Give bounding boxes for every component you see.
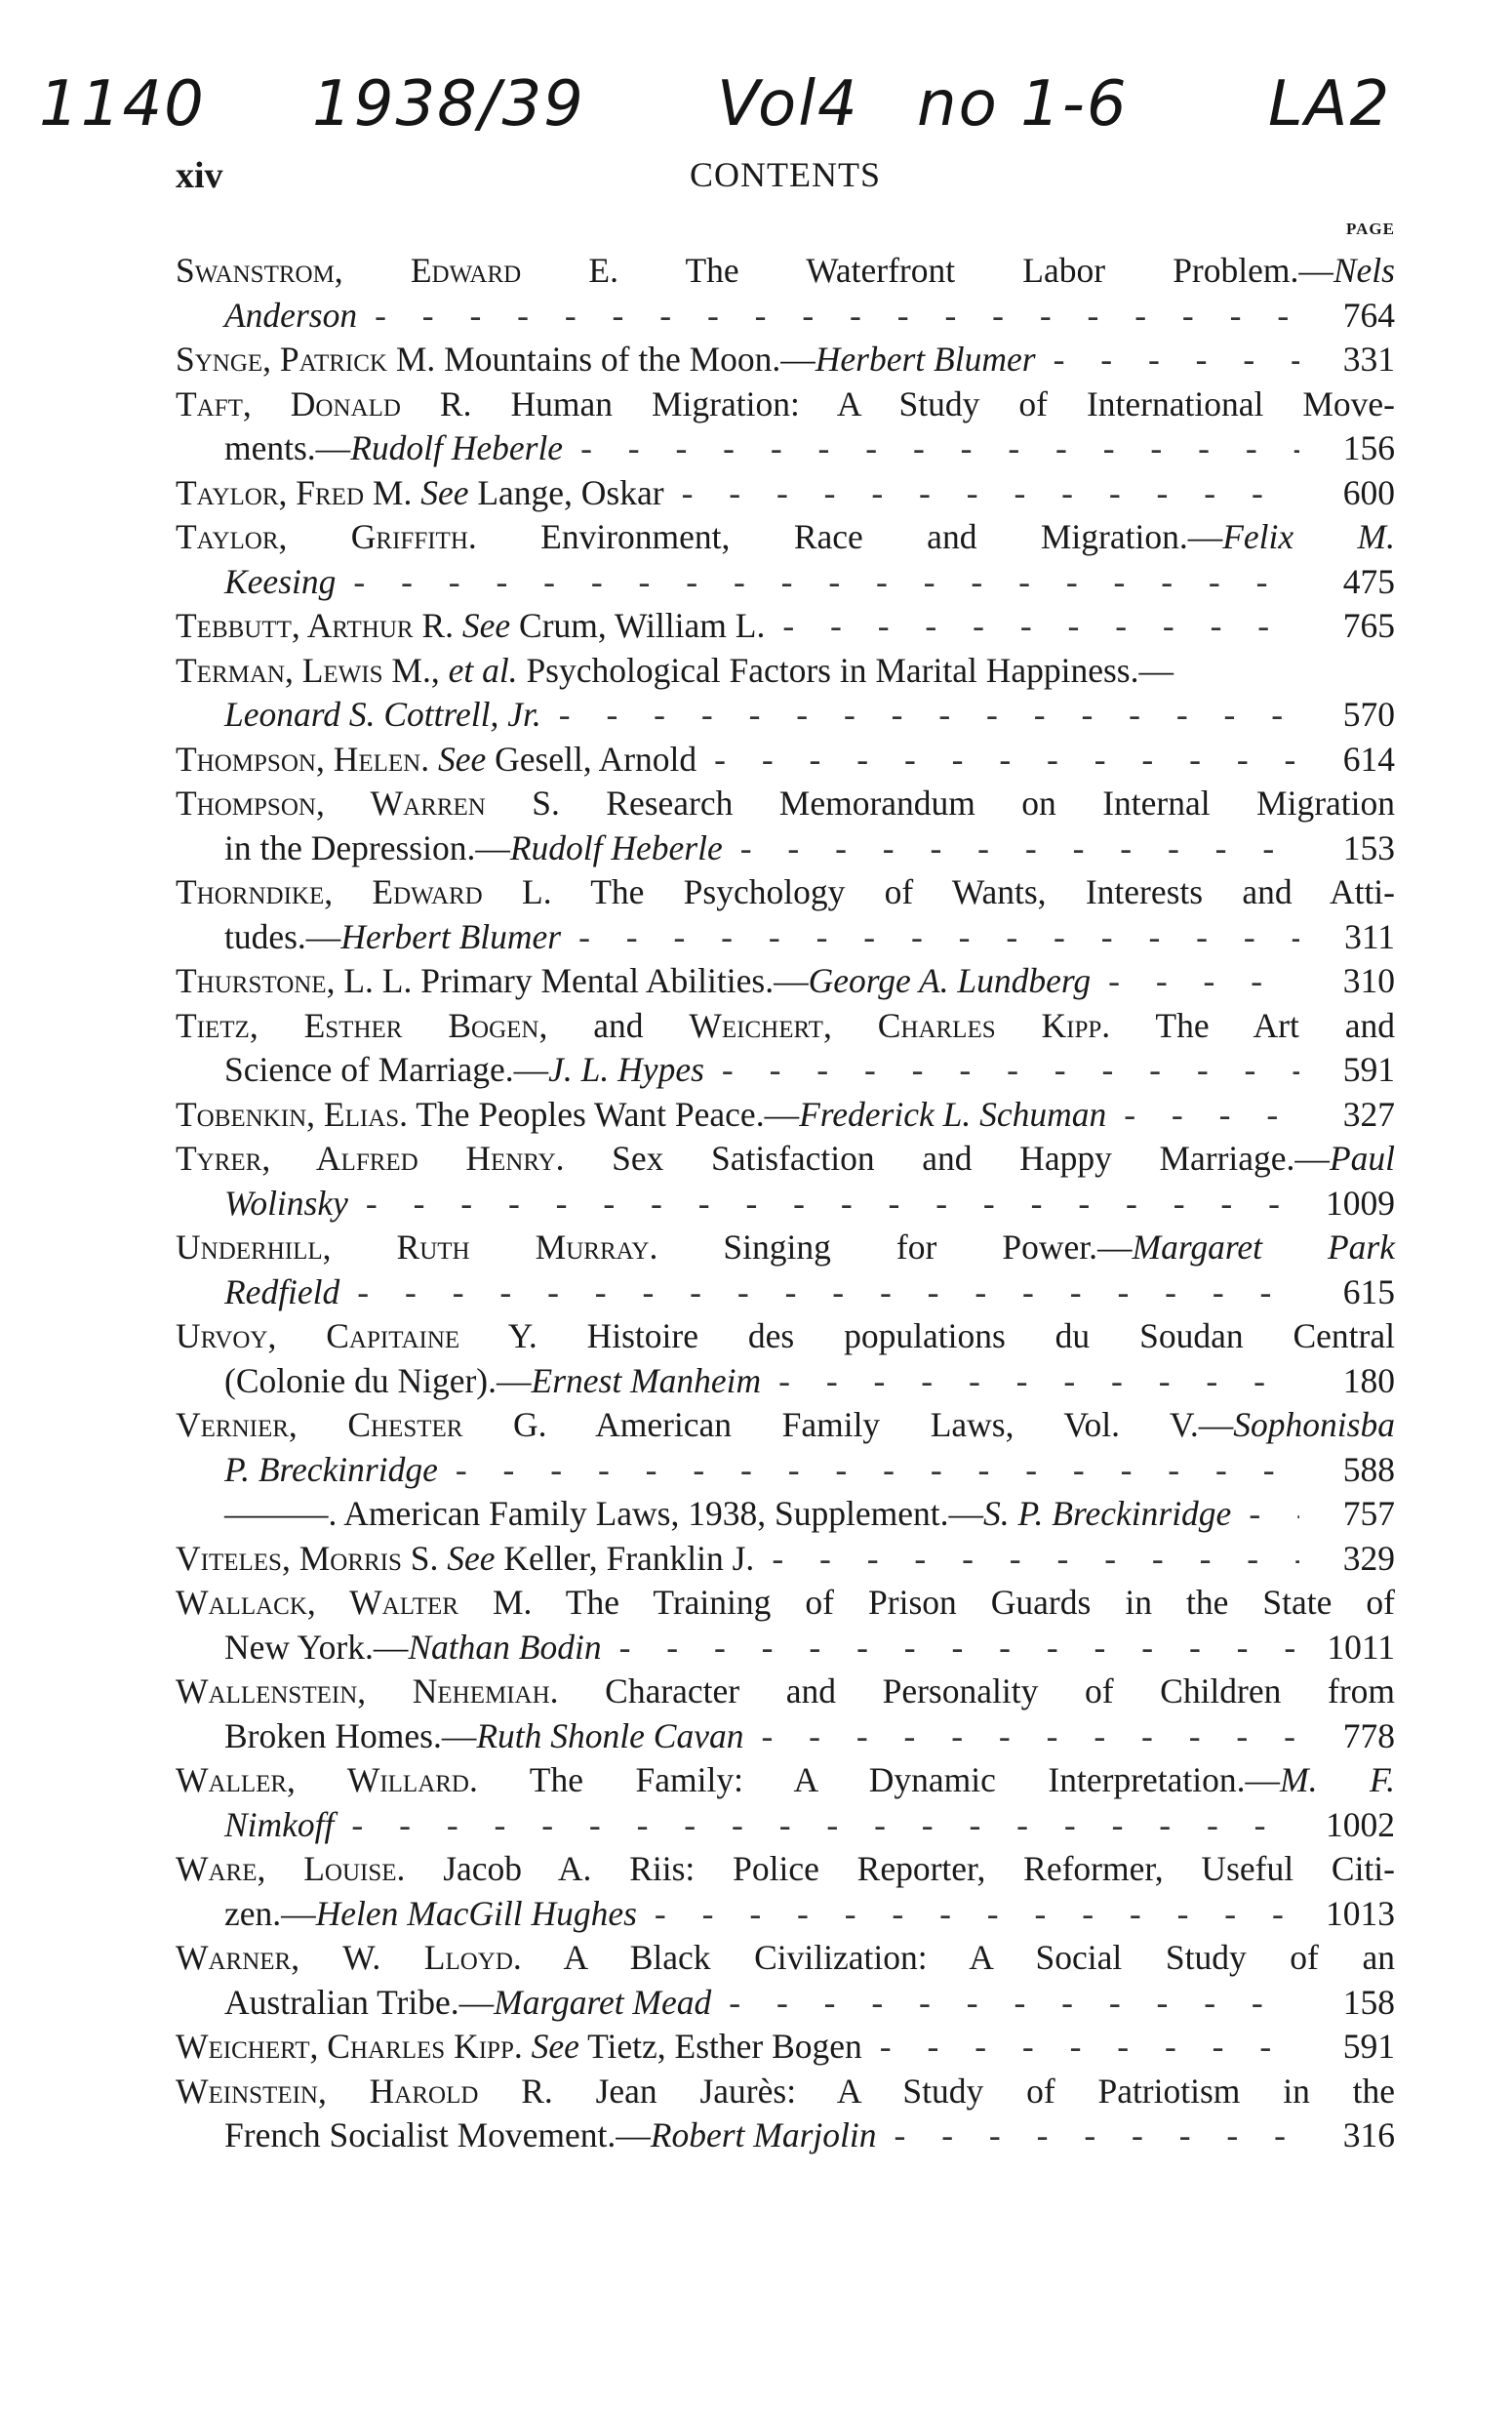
entry-title-text: ments.— [224, 428, 351, 467]
entry-line [176, 1581, 1395, 1626]
reviewer-name: Rudolf Heberle [509, 827, 723, 867]
entry-text [224, 1981, 711, 2026]
author-name: Tietz, Esther Bogen, [176, 1005, 548, 1045]
dot-leader [1108, 959, 1299, 1004]
author-name: Viteles, Morris [176, 1538, 402, 1578]
entry-line [176, 1626, 1395, 1670]
contents-entry [176, 471, 1395, 516]
contents-entry [176, 1004, 1395, 1093]
entry-title-text: The Art and [1110, 1005, 1396, 1045]
entry-text [176, 384, 1395, 423]
entry-line [176, 1714, 1395, 1759]
entry-line [176, 560, 1395, 605]
reviewer-name: Frederick L. Schuman [799, 1094, 1107, 1134]
reviewer-name: Nels [1333, 251, 1395, 290]
entry-text [224, 1182, 348, 1227]
contents-entry [176, 338, 1395, 382]
dot-leader [895, 2113, 1299, 2158]
contents-entry [176, 382, 1395, 471]
entry-text [224, 1892, 637, 1937]
entry-title-text: Tietz, Esther Bogen [578, 2027, 862, 2066]
author-name: Thorndike, Edward [176, 872, 483, 911]
entry-text [224, 560, 336, 605]
contents-entry [176, 1492, 1395, 1537]
entry-title-text: Science of Marriage.— [224, 1050, 549, 1089]
entry-text [176, 471, 664, 516]
entry-text [224, 1492, 1231, 1537]
page-reference: 310 [1342, 961, 1395, 1000]
reviewer-name: Leonard S. Cottrell, Jr. [224, 695, 541, 734]
dot-leader [782, 604, 1299, 649]
entry-title-text: Y. Histoire des populations du Soudan Central [459, 1316, 1395, 1355]
contents-entry [176, 2070, 1395, 2158]
reviewer-name: Redfield [224, 1271, 340, 1311]
entry-line [176, 826, 1395, 871]
entry-line [176, 1403, 1395, 1448]
author-name: Synge, Patrick [176, 340, 387, 379]
reviewer-name: M. F. [1280, 1760, 1395, 1799]
dot-leader [366, 1182, 1299, 1227]
author-name: Weinstein, Harold [176, 2071, 479, 2111]
entry-title-text: Character and Personality of Children from [558, 1671, 1396, 1711]
entry-line [176, 1758, 1395, 1803]
dot-leader [619, 1626, 1299, 1670]
reviewer-name: See [531, 2027, 579, 2066]
page-header [176, 146, 1395, 205]
entry-title-text: M. [364, 472, 421, 512]
entry-text [176, 1671, 1395, 1711]
entry-title-text: Lange, Oskar [468, 472, 664, 512]
page-reference: 316 [1342, 2115, 1395, 2154]
entry-text [176, 1405, 1395, 1444]
reviewer-name: J. L. Hypes [548, 1050, 704, 1089]
entry-line [176, 382, 1395, 427]
entry-text [224, 294, 357, 339]
entry-line [176, 870, 1395, 915]
contents-entry [176, 1581, 1395, 1670]
entry-title-text: Gesell, Arnold [486, 739, 697, 779]
author-name: Urvoy, Capitaine [176, 1316, 460, 1355]
entry-line [176, 649, 1395, 694]
reviewer-name: Nimkoff [224, 1804, 335, 1844]
entry-text [176, 1760, 1395, 1799]
entry-text [176, 2072, 1395, 2111]
entry-title-text: L. The Psychology of Wants, Interests and Atti- [482, 872, 1395, 911]
author-name: Wallack, Walter [176, 1583, 458, 1622]
contents-entry [176, 1093, 1395, 1138]
contents-entry [176, 870, 1395, 959]
dot-leader [578, 915, 1299, 960]
entry-text [224, 1803, 334, 1848]
contents-entry [176, 1537, 1395, 1582]
page-reference: 1002 [1326, 1804, 1395, 1844]
page-reference: 180 [1342, 1360, 1395, 1400]
page-reference: 158 [1342, 1982, 1395, 2022]
entry-title-text: Australian Tribe.— [224, 1982, 495, 2022]
contents-entry [176, 1226, 1395, 1314]
entry-title-text: M. The Training of Prison Guards in the State of [458, 1583, 1395, 1622]
entry-title-text: S. Research Memorandum on Internal Migration [485, 784, 1395, 823]
entry-line [176, 693, 1395, 738]
entry-title-text: M. Mountains of the Moon.— [386, 340, 816, 379]
entry-line [176, 1981, 1395, 2026]
entry-line [176, 1093, 1395, 1138]
reviewer-name: et al. [448, 650, 518, 690]
author-name: Vernier, Chester [176, 1405, 463, 1444]
contents-entry [176, 1758, 1395, 1847]
entry-title-text: New York.— [224, 1627, 409, 1667]
author-name: Tyrer, Alfred Henry. [176, 1139, 565, 1178]
entry-text [224, 1714, 743, 1759]
handwritten-years: 1938/39 [312, 68, 585, 141]
entry-title-text: The Peoples Want Peace.— [408, 1094, 800, 1134]
entry-title-text: Sex Satisfaction and Happy Marriage.— [564, 1139, 1330, 1178]
page-reference: 327 [1342, 1094, 1395, 1134]
page-reference: 153 [1342, 827, 1395, 867]
handwritten-shelf-mark: LA2 [1268, 68, 1392, 141]
dot-leader [1249, 1492, 1299, 1537]
author-name: Taft, Donald [176, 383, 401, 423]
entry-text [176, 1583, 1395, 1622]
dot-leader [722, 1048, 1299, 1093]
author-name: Ware, Louise. [176, 1849, 406, 1888]
page-title: CONTENTS [690, 155, 881, 194]
handwritten-call-number: 1140 [39, 68, 206, 141]
reviewer-name: Ernest Manheim [531, 1360, 762, 1400]
reviewer-name: Ruth Shonle Cavan [476, 1715, 744, 1755]
entry-line [176, 2113, 1395, 2158]
dot-leader [1124, 1093, 1299, 1138]
page-reference: 1011 [1327, 1627, 1395, 1667]
page-reference: 615 [1342, 1271, 1395, 1311]
entry-text [176, 1316, 1395, 1355]
entry-title-text: Keller, Franklin J. [495, 1538, 755, 1578]
reviewer-name: Wolinsky [224, 1183, 348, 1223]
author-name: Wallenstein, Nehemiah. [176, 1671, 559, 1711]
reviewer-name: S. P. Breckinridge [982, 1494, 1232, 1533]
contents-entry [176, 515, 1395, 604]
entry-text [224, 826, 723, 871]
author-name: Thompson, Warren [176, 784, 486, 823]
reviewer-name: George A. Lundberg [808, 961, 1092, 1000]
page-reference: 1013 [1326, 1893, 1395, 1933]
handwritten-issue-numbers: no 1-6 [917, 68, 1129, 141]
author-name: Tebbutt, Arthur [176, 606, 414, 645]
dot-leader [714, 738, 1299, 783]
dot-leader [880, 2025, 1299, 2070]
entry-line [176, 1137, 1395, 1182]
dot-leader [456, 1448, 1299, 1493]
entry-text [176, 1938, 1395, 1977]
reviewer-name: Herbert Blumer [340, 916, 562, 956]
page-reference: 765 [1342, 606, 1395, 645]
entry-text [176, 1093, 1106, 1138]
entry-title-text: R. [413, 606, 462, 645]
dot-leader [778, 1359, 1299, 1404]
entry-text [176, 784, 1395, 823]
author-name: Weichert, Charles Kipp. [689, 1005, 1111, 1045]
entry-line [176, 2025, 1395, 2070]
dot-leader [682, 471, 1299, 516]
entry-line [176, 959, 1395, 1004]
entry-text [224, 1626, 602, 1670]
entry-title-text [523, 2027, 532, 2066]
entry-text [224, 426, 563, 471]
entry-title-text: M., [382, 650, 449, 690]
entry-text [176, 649, 1174, 694]
author-name: Swanstrom, Edward [176, 251, 522, 290]
page-reference: 600 [1342, 472, 1395, 512]
reviewer-name: See [437, 739, 487, 779]
entry-line [176, 515, 1395, 560]
dot-leader [740, 826, 1299, 871]
dot-leader [375, 294, 1299, 339]
entry-line [176, 1359, 1395, 1404]
entry-title-text: (Colonie du Niger).— [224, 1360, 532, 1400]
dot-leader [559, 693, 1299, 738]
entry-line [176, 1670, 1395, 1714]
entry-title-text: Psychological Factors in Marital Happiness.— [517, 650, 1174, 690]
entry-line [176, 1936, 1395, 1981]
dot-leader [655, 1892, 1299, 1937]
entry-line [176, 915, 1395, 960]
page-reference: 1009 [1326, 1183, 1395, 1223]
contents-entry [176, 1847, 1395, 1936]
page-reference: 570 [1342, 695, 1395, 734]
entry-title-text: A Black Civilization: A Social Study of an [521, 1938, 1395, 1977]
dot-leader [357, 1270, 1299, 1315]
page-reference: 156 [1342, 428, 1395, 467]
page-reference: 311 [1344, 916, 1395, 956]
author-name: Warner, W. Lloyd. [176, 1938, 522, 1977]
entry-line [176, 1847, 1395, 1892]
entry-line [176, 1803, 1395, 1848]
reviewer-name: See [420, 472, 469, 512]
reviewer-name: Felix M. [1222, 517, 1396, 556]
contents-entry [176, 1403, 1395, 1492]
entry-title-text: Primary Mental Abilities.— [412, 961, 809, 1000]
entry-text [176, 1228, 1395, 1267]
page-reference: 757 [1342, 1494, 1395, 1533]
entry-title-text: and [547, 1005, 690, 1045]
entry-title-text: Environment, Race and Migration.— [476, 517, 1223, 556]
author-name: Thurstone, L. L. [176, 961, 413, 1000]
reviewer-name: Helen MacGill Hughes [315, 1893, 637, 1933]
entry-text [224, 915, 561, 960]
contents-entry [176, 1670, 1395, 1758]
author-name: Thompson, Helen. [176, 739, 430, 779]
reviewer-name: Sophonisba [1233, 1405, 1395, 1444]
contents-entry [176, 649, 1395, 738]
entry-title-text: G. American Family Laws, Vol. V.— [462, 1405, 1234, 1444]
entry-line [176, 249, 1395, 294]
reviewer-name: Herbert Blumer [815, 340, 1036, 379]
entry-title-text: Jacob A. Riis: Police Reporter, Reformer, Useful Citi- [405, 1849, 1395, 1888]
entry-text [176, 2025, 862, 2070]
dot-leader [353, 560, 1299, 605]
contents-entry [176, 959, 1395, 1004]
page-reference: 591 [1342, 1050, 1395, 1089]
entry-title-text: French Socialist Movement.— [224, 2115, 651, 2154]
dot-leader [351, 1803, 1299, 1848]
entry-text [224, 1359, 761, 1404]
entry-line [176, 1270, 1395, 1315]
contents-entry [176, 1314, 1395, 1403]
entry-title-text: ———. American Family Laws, 1938, Supplement.— [224, 1494, 983, 1533]
contents-entry [176, 738, 1395, 783]
contents-entry [176, 2025, 1395, 2070]
entry-line [176, 2070, 1395, 2114]
entry-text [176, 251, 1395, 290]
page-reference: 329 [1342, 1538, 1395, 1578]
reviewer-name: See [447, 1538, 496, 1578]
entry-text [176, 1006, 1395, 1045]
entry-line [176, 1004, 1395, 1049]
entry-text [176, 959, 1091, 1004]
entry-text [176, 1139, 1395, 1178]
entry-line [176, 1492, 1395, 1537]
entry-line [176, 604, 1395, 649]
entry-title-text: tudes.— [224, 916, 341, 956]
contents-entry [176, 249, 1395, 338]
entry-title-text: R. Jean Jaurès: A Study of Patriotism in the [478, 2071, 1395, 2111]
author-name: Terman, Lewis [176, 650, 383, 690]
reviewer-name: See [461, 606, 511, 645]
entry-line [176, 1048, 1395, 1093]
reviewer-name: Nathan Bodin [408, 1627, 602, 1667]
entry-text [176, 517, 1395, 556]
contents-entry [176, 1936, 1395, 2025]
dot-leader [761, 1714, 1299, 1759]
page-reference: 764 [1342, 295, 1395, 335]
entry-text [224, 693, 541, 738]
entry-text [176, 872, 1395, 911]
entry-title-text: R. Human Migration: A Study of International Move- [400, 383, 1395, 423]
contents-entry [176, 1137, 1395, 1226]
contents-list [176, 249, 1395, 2158]
entry-title-text: Broken Homes.— [224, 1715, 477, 1755]
dot-leader [1054, 338, 1299, 382]
entry-text [176, 1849, 1395, 1888]
entry-line [176, 738, 1395, 783]
handwritten-volume: Vol4 [717, 68, 859, 141]
entry-line [176, 338, 1395, 382]
dot-leader [772, 1537, 1299, 1582]
entry-title-text: Singing for Power.— [657, 1228, 1133, 1267]
dot-leader [729, 1981, 1299, 2026]
entry-title-text: E. The Waterfront Labor Problem.— [521, 251, 1333, 290]
author-name: Tobenkin, Elias. [176, 1094, 409, 1134]
page-reference: 614 [1342, 739, 1395, 779]
entry-text [224, 1048, 704, 1093]
entry-line [176, 426, 1395, 471]
reviewer-name: Rudolf Heberle [350, 428, 564, 467]
author-name: Taylor, Griffith. [176, 517, 477, 556]
entry-text [176, 738, 696, 783]
page-reference: 331 [1342, 340, 1395, 379]
page-column-label: PAGE [1346, 220, 1395, 238]
entry-title-text [429, 740, 438, 779]
entry-title-text: S. [401, 1538, 448, 1578]
dot-leader [580, 426, 1299, 471]
author-name: Weichert, Charles Kipp. [176, 2027, 523, 2066]
entry-line [176, 1892, 1395, 1937]
page-reference: 588 [1342, 1449, 1395, 1489]
entry-text [224, 1448, 438, 1493]
page-reference: 778 [1342, 1715, 1395, 1755]
entry-text [176, 1537, 754, 1582]
reviewer-name: Anderson [224, 295, 358, 335]
entry-title-text: in the Depression.— [224, 827, 510, 867]
entry-text [224, 2113, 877, 2158]
entry-line [176, 1448, 1395, 1493]
entry-line [176, 294, 1395, 339]
entry-text [224, 1270, 339, 1315]
contents-entry [176, 604, 1395, 649]
entry-title-text: The Family: A Dynamic Interpretation.— [477, 1760, 1280, 1799]
author-name: Waller, Willard. [176, 1760, 478, 1799]
page-reference: 591 [1342, 2027, 1395, 2066]
reviewer-name: Paul [1329, 1139, 1395, 1178]
reviewer-name: Robert Marjolin [650, 2115, 877, 2154]
author-name: Underhill, Ruth Murray. [176, 1228, 658, 1267]
entry-text [176, 604, 765, 649]
entry-line [176, 1537, 1395, 1582]
contents-entry [176, 782, 1395, 870]
entry-line [176, 1314, 1395, 1359]
entry-line [176, 1226, 1395, 1270]
reviewer-name: Margaret Mead [494, 1982, 712, 2022]
reviewer-name: Keesing [224, 561, 337, 601]
reviewer-name: Margaret Park [1132, 1228, 1396, 1267]
page-number: xiv [176, 155, 223, 196]
entry-title-text: zen.— [224, 1893, 316, 1933]
page-reference: 475 [1342, 561, 1395, 601]
entry-line [176, 471, 1395, 516]
entry-title-text: Crum, William L. [510, 606, 766, 645]
reviewer-name: P. Breckinridge [224, 1449, 438, 1489]
entry-line [176, 1182, 1395, 1227]
entry-line [176, 782, 1395, 826]
entry-text [176, 338, 1036, 382]
author-name: Taylor, Fred [176, 472, 364, 512]
